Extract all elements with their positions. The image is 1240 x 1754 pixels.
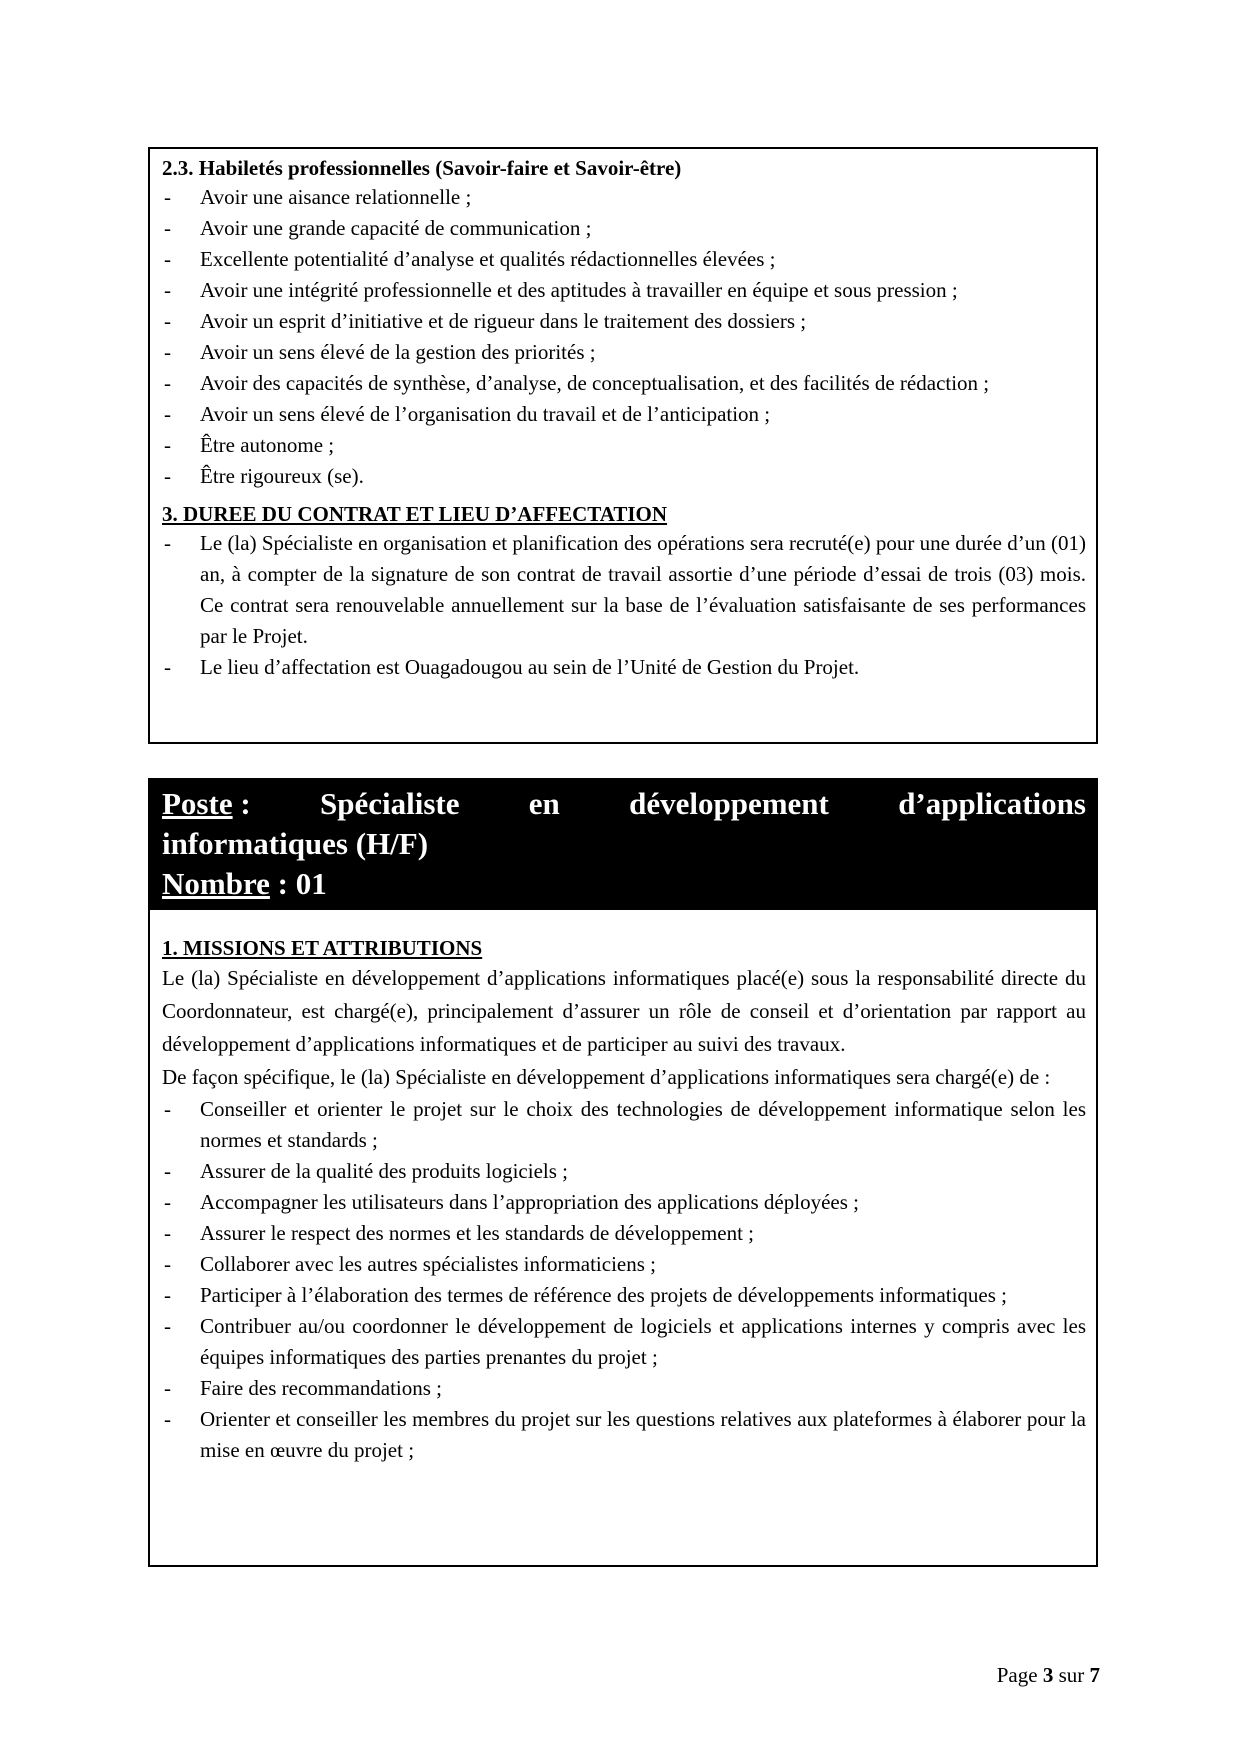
list-item: - Avoir un esprit d’initiative et de rigueur dans le traitement des dossiers ; <box>162 306 1086 337</box>
title-word: développement <box>629 786 829 821</box>
skills-contract-box <box>148 147 1098 744</box>
position-box <box>148 778 1098 1567</box>
missions-heading: 1. MISSIONS ET ATTRIBUTIONS <box>162 936 483 960</box>
missions-section <box>150 910 1096 1466</box>
missions-list <box>162 1094 1086 1466</box>
list-item: - Avoir une aisance relationnelle ; <box>162 182 1086 213</box>
page-number: 3 <box>1042 1663 1054 1687</box>
sur-word: sur <box>1058 1663 1085 1687</box>
title-word: Spécialiste <box>319 786 460 821</box>
list-item: - Avoir un sens élevé de la gestion des priorités ; <box>162 337 1086 368</box>
position-title-line-2: informatiques (H/F) <box>162 826 429 861</box>
page-footer <box>997 1663 1100 1688</box>
title-word: d’applications <box>898 786 1086 821</box>
list-item: - Faire des recommandations ; <box>162 1373 1086 1404</box>
title-word: en <box>528 786 560 821</box>
list-item: - Contribuer au/ou coordonner le développement de logiciels et applications internes y compris avec les équipes informatiques des parties prenantes du projet ; <box>162 1311 1086 1373</box>
page-total: 7 <box>1089 1663 1100 1687</box>
list-item: - Avoir un sens élevé de l’organisation du travail et de l’anticipation ; <box>162 399 1086 430</box>
position-title-band <box>150 780 1096 910</box>
missions-intro: Le (la) Spécialiste en développement d’applications informatiques placé(e) sous la responsabilité directe du Coordonnateur, est chargé(e), principalement d’assurer un rôle de conseil et d’orientation par rapport au développement d’applications informatiques et de participer au suivi des travaux. <box>162 966 1086 1056</box>
section-3-heading: 3. DUREE DU CONTRAT ET LIEU D’AFFECTATION <box>162 502 668 526</box>
list-item: - Avoir des capacités de synthèse, d’analyse, de conceptualisation, et des facilités de rédaction ; <box>162 368 1086 399</box>
list-item: - Participer à l’élaboration des termes de référence des projets de développements informatiques ; <box>162 1280 1086 1311</box>
list-item: - Avoir une grande capacité de communication ; <box>162 213 1086 244</box>
contract-list <box>162 528 1086 683</box>
list-item: - Avoir une intégrité professionnelle et des aptitudes à travailler en équipe et sous pression ; <box>162 275 1086 306</box>
nombre-line <box>162 864 1086 904</box>
list-item: - Être autonome ; <box>162 430 1086 461</box>
page-word: Page <box>996 1663 1038 1687</box>
list-item: - Être rigoureux (se). <box>162 461 1086 492</box>
section-3 <box>162 500 1086 683</box>
list-item: - Orienter et conseiller les membres du projet sur les questions relatives aux plateformes à élaborer pour la mise en œuvre du projet ; <box>162 1404 1086 1466</box>
list-item: - Assurer de la qualité des produits logiciels ; <box>162 1156 1086 1187</box>
list-item: - Le (la) Spécialiste en organisation et planification des opérations sera recruté(e) pour une durée d’un (01) an, à compter de la signature de son contrat de travail assortie d’une période d’essai de trois (03) mois. Ce contrat sera renouvelable annuellement sur la base de l’évaluation satisfaisante de ses performances par le Projet. <box>162 528 1086 652</box>
section-2-3-heading: 2.3. Habiletés professionnelles (Savoir-faire et Savoir-être) <box>162 156 682 180</box>
missions-specific: De façon spécifique, le (la) Spécialiste en développement d’applications informatiques sera chargé(e) de : <box>162 1065 1051 1089</box>
list-item: - Excellente potentialité d’analyse et qualités rédactionnelles élevées ; <box>162 244 1086 275</box>
skills-list <box>162 182 1086 492</box>
list-item: - Collaborer avec les autres spécialistes informaticiens ; <box>162 1249 1086 1280</box>
poste-label-group <box>162 784 251 824</box>
poste-label: Poste <box>162 786 233 821</box>
nombre-value: : 01 <box>269 866 327 901</box>
poste-separator: : <box>232 786 251 821</box>
list-item: - Assurer le respect des normes et les standards de développement ; <box>162 1218 1086 1249</box>
list-item: - Accompagner les utilisateurs dans l’appropriation des applications déployées ; <box>162 1187 1086 1218</box>
list-item: - Le lieu d’affectation est Ouagadougou au sein de l’Unité de Gestion du Projet. <box>162 652 1086 683</box>
section-2-3 <box>162 154 1086 492</box>
nombre-label: Nombre <box>162 866 270 901</box>
list-item: - Conseiller et orienter le projet sur le choix des technologies de développement informatique selon les normes et standards ; <box>162 1094 1086 1156</box>
position-title-line-1 <box>162 784 1086 824</box>
